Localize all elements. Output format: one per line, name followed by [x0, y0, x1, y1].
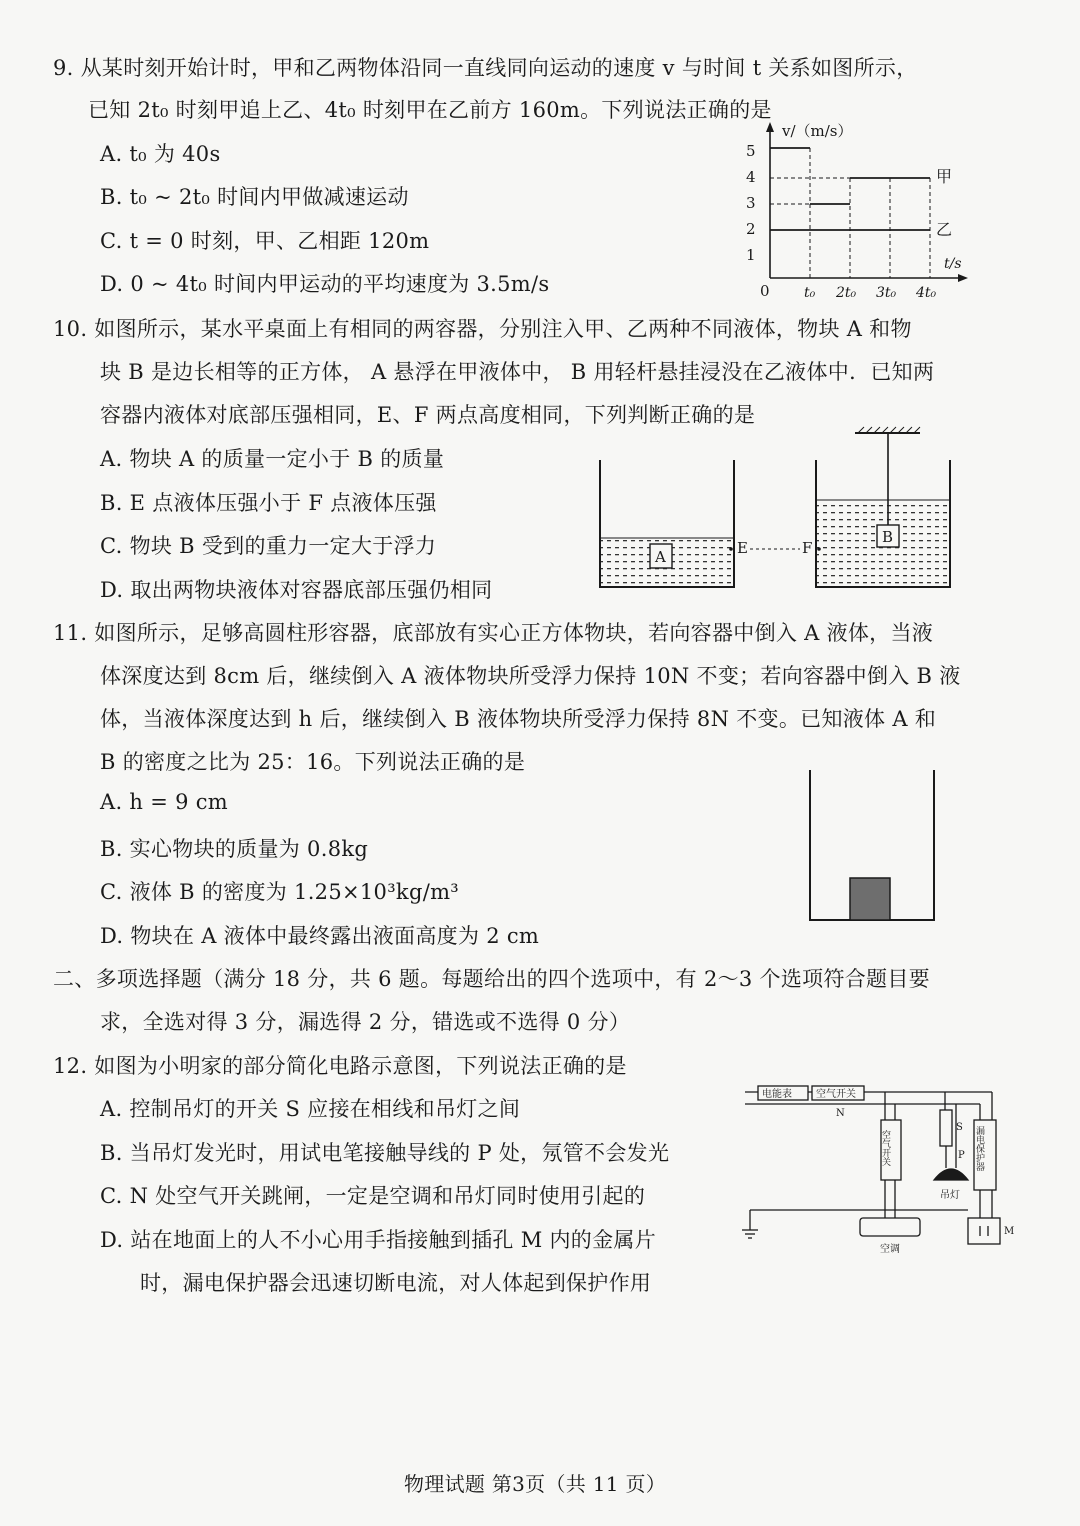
q12-option-b: B. 当吊灯发光时，用试电笔接触导线的 P 处，氖管不会发光 — [100, 1141, 670, 1165]
q11-stem-line1: 11. 如图所示，足够高圆柱形容器，底部放有实心正方体物块，若向容器中倒入 A 液体，当液 — [53, 621, 934, 645]
q12-home-circuit-diagram — [740, 1080, 1030, 1255]
graph-label-yi: 乙 — [936, 220, 953, 239]
q12-stem: 12. 如图为小明家的部分简化电路示意图，下列说法正确的是 — [53, 1054, 627, 1078]
protector-label: 漏电保护器 — [974, 1126, 984, 1171]
lamp-label: 吊灯 — [940, 1190, 960, 1201]
q9-stem-line1: 9. 从某时刻开始计时，甲和乙两物体沿同一直线同向运动的速度 v 与时间 t 关系如图所示， — [53, 56, 918, 80]
q10-two-containers-figure — [590, 425, 985, 595]
point-f-label: F — [802, 539, 813, 557]
q9-option-a: A. t₀ 为 40s — [100, 142, 221, 166]
q11-stem-line3: 体，当液体深度达到 h 后，继续倒入 B 液体物块所受浮力保持 8N 不变。已知液体 A 和 — [100, 707, 937, 731]
graph-x-axis-label: t/s — [944, 256, 962, 272]
solid-cube-block — [850, 878, 890, 920]
q11-option-d: D. 物块在 A 液体中最终露出液面高度为 2 cm — [100, 924, 540, 948]
graph-x-tick: 3t₀ — [876, 285, 897, 301]
q10-option-a: A. 物块 A 的质量一定小于 B 的质量 — [100, 447, 445, 471]
point-n-label: N — [836, 1108, 845, 1119]
section2-heading-line2: 求，全选对得 3 分，漏选得 2 分，错选或不选得 0 分） — [100, 1010, 631, 1034]
q12-option-a: A. 控制吊灯的开关 S 应接在相线和吊灯之间 — [100, 1097, 521, 1121]
q9-option-c: C. t = 0 时刻，甲、乙相距 120m — [100, 229, 430, 253]
meter-label: 电能表 — [762, 1089, 792, 1100]
q10-option-b: B. E 点液体压强小于 F 点液体压强 — [100, 491, 437, 515]
q11-option-a: A. h = 9 cm — [100, 790, 228, 814]
graph-label-jia: 甲 — [936, 167, 953, 186]
section2-heading: 二、多项选择题（满分 18 分，共 6 题。每题给出的四个选项中，有 2～3 个选项符合题目要 — [53, 967, 930, 991]
graph-y-tick: 1 — [746, 246, 756, 264]
socket-m-label: M — [1004, 1226, 1015, 1237]
svg-text:B: B — [882, 528, 894, 546]
point-p-label: P — [958, 1150, 965, 1161]
q11-option-c: C. 液体 B 的密度为 1.25×10³kg/m³ — [100, 880, 459, 904]
q9-velocity-time-graph — [730, 118, 980, 303]
ac-label: 空调 — [880, 1244, 900, 1255]
q11-stem-line2: 体深度达到 8cm 后，继续倒入 A 液体物块所受浮力保持 10N 不变；若向容器中倒入 B 液 — [100, 664, 961, 688]
page-footer: 物理试题 第3页（共 11 页） — [404, 1472, 667, 1496]
q9-option-d: D. 0 ~ 4t₀ 时间内甲运动的平均速度为 3.5m/s — [100, 272, 550, 296]
q12-option-d-line1: D. 站在地面上的人不小心用手指接触到插孔 M 内的金属片 — [100, 1228, 656, 1252]
svg-text:A: A — [655, 548, 666, 566]
graph-origin: 0 — [760, 282, 770, 300]
main-switch-label: 空气开关 — [816, 1089, 856, 1100]
q12-option-d-line2: 时，漏电保护器会迅速切断电流，对人体起到保护作用 — [140, 1271, 652, 1295]
q10-stem-line3: 容器内液体对底部压强相同，E、F 两点高度相同，下列判断正确的是 — [100, 403, 756, 427]
q11-stem-line4: B 的密度之比为 25：16。下列说法正确的是 — [100, 750, 526, 774]
q10-option-d: D. 取出两物块液体对容器底部压强仍相同 — [100, 578, 493, 602]
q10-stem-line2: 块 B 是边长相等的正方体， A 悬浮在甲液体中， B 用轻杆悬挂浸没在乙液体中．已知两 — [100, 360, 935, 384]
q9-stem-line2: 已知 2t₀ 时刻甲追上乙、4t₀ 时刻甲在乙前方 160m。下列说法正确的是 — [88, 98, 772, 122]
graph-y-tick: 2 — [746, 220, 756, 238]
q11-cylinder-container-figure — [800, 770, 945, 925]
q9-option-b: B. t₀ ~ 2t₀ 时间内甲做减速运动 — [100, 185, 409, 209]
q10-stem-line1: 10. 如图所示，某水平桌面上有相同的两容器，分别注入甲、乙两种不同液体，物块 A 和物 — [53, 317, 912, 341]
q10-option-c: C. 物块 B 受到的重力一定大于浮力 — [100, 534, 437, 558]
q11-option-b: B. 实心物块的质量为 0.8kg — [100, 837, 369, 861]
graph-y-axis-label: v/（m/s） — [782, 122, 853, 140]
graph-y-tick: 5 — [746, 142, 756, 160]
graph-y-tick: 3 — [746, 194, 756, 212]
graph-x-tick: 2t₀ — [836, 285, 857, 301]
point-e-label: E — [737, 539, 748, 557]
branch-switch-label: 空气开关 — [880, 1130, 890, 1166]
graph-y-tick: 4 — [746, 168, 756, 186]
graph-x-tick: 4t₀ — [916, 285, 937, 301]
switch-s-label: S — [956, 1122, 963, 1133]
q12-option-c: C. N 处空气开关跳闸，一定是空调和吊灯同时使用引起的 — [100, 1184, 646, 1208]
graph-x-tick: t₀ — [804, 285, 816, 301]
